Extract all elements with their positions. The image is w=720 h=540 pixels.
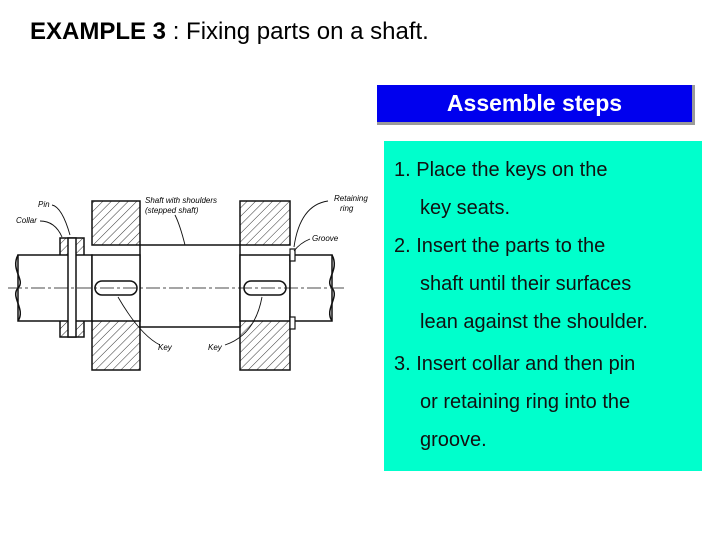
step-line: shaft until their surfaces xyxy=(420,273,632,295)
label-shaft: Shaft with shoulders xyxy=(145,196,218,205)
step-3 xyxy=(394,345,694,459)
leader-pin xyxy=(52,205,70,235)
step-number: 2. xyxy=(394,235,411,257)
assemble-steps-header xyxy=(377,85,695,125)
step-line: lean against the shoulder. xyxy=(420,311,648,333)
title-rest: : Fixing parts on a shaft. xyxy=(166,18,429,45)
label-pin: Pin xyxy=(38,200,50,209)
step-line: or retaining ring into the xyxy=(420,391,631,413)
label-groove: Groove xyxy=(312,234,339,243)
steps-panel xyxy=(384,141,702,471)
step-line: Insert collar and then pin xyxy=(416,353,636,375)
step-line: Place the keys on the xyxy=(416,159,608,181)
pin xyxy=(68,238,76,337)
label-retaining: Retaining xyxy=(334,194,368,203)
label-key-left: Key xyxy=(158,343,172,352)
title-bold: EXAMPLE 3 xyxy=(30,18,167,45)
header-label: Assemble steps xyxy=(446,90,623,116)
label-shaft-sub: (stepped shaft) xyxy=(145,206,199,215)
step-line: groove. xyxy=(420,429,487,451)
shaft-middle xyxy=(140,245,240,327)
leader-collar xyxy=(40,221,62,237)
shaft-assembly-diagram xyxy=(0,185,368,385)
label-key-right: Key xyxy=(208,343,222,352)
leader-groove xyxy=(294,239,310,251)
slide-title xyxy=(30,18,429,46)
step-line: key seats. xyxy=(420,197,511,219)
step-number: 3. xyxy=(394,353,411,375)
label-retaining-sub: ring xyxy=(340,204,354,213)
step-1 xyxy=(394,151,694,227)
retaining-ring-bottom xyxy=(290,317,295,329)
step-line: Insert the parts to the xyxy=(416,235,606,257)
leader-shaft xyxy=(175,215,185,245)
label-collar: Collar xyxy=(16,216,37,225)
step-2 xyxy=(394,227,694,341)
right-part-top xyxy=(240,201,290,245)
left-part-top xyxy=(92,201,140,245)
step-number: 1. xyxy=(394,159,411,181)
